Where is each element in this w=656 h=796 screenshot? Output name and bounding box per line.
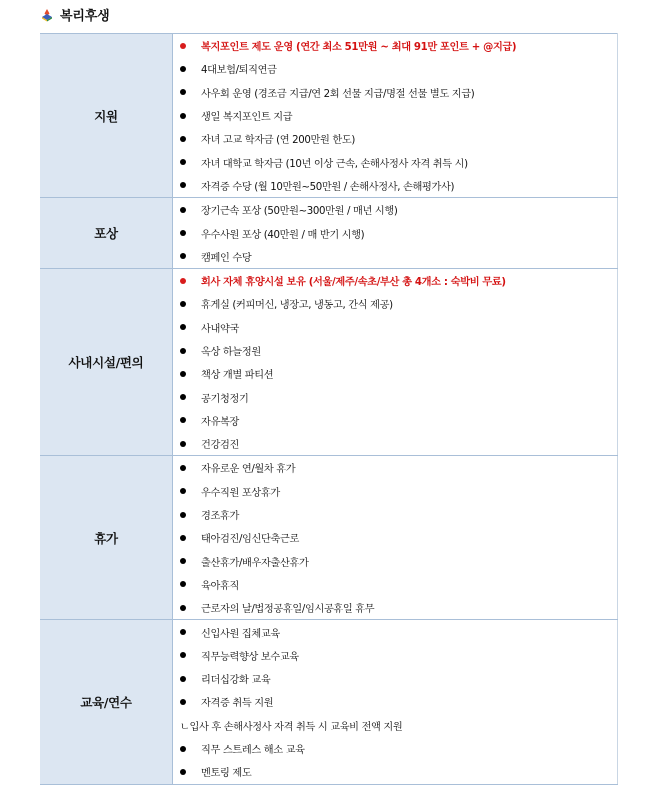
item-text: 리더십강화 교육 [201, 675, 271, 687]
list-item [173, 57, 617, 80]
list-item [173, 104, 617, 127]
bullet-icon [180, 136, 186, 142]
item-text: 회사 자체 휴양시설 보유 (서울/제주/속초/부산 총 4개소 : 숙박비 무료) [201, 277, 506, 289]
benefit-list [173, 269, 617, 455]
item-text: 태아검진/임신단축근로 [201, 534, 299, 546]
benefit-list-cell [173, 198, 618, 269]
item-text: 4대보험/퇴직연금 [201, 65, 277, 77]
bullet-icon [180, 301, 186, 307]
item-text: 옥상 하늘정원 [201, 347, 261, 358]
item-text: 생일 복지포인트 지급 [201, 112, 293, 124]
bullet-icon [180, 207, 186, 213]
bullet-icon [180, 113, 186, 119]
item-text: 자격증 취득 지원 [201, 698, 274, 710]
pin-icon [40, 7, 54, 21]
category-label: 교육/연수 [40, 620, 173, 784]
bullet-icon [180, 230, 186, 236]
item-text: 사우회 운영 (경조금 지급/연 2회 선물 지급/명절 선물 별도 지급) [201, 88, 475, 100]
item-text: 건강검진 [201, 440, 239, 452]
list-item [173, 269, 617, 292]
bullet-icon [180, 371, 186, 377]
section-header [40, 4, 109, 24]
bullet-icon [180, 441, 186, 447]
list-item [173, 198, 617, 221]
list-item [173, 81, 617, 104]
benefit-section [40, 456, 618, 620]
list-item [173, 174, 617, 197]
list-item [173, 550, 617, 573]
list-item [173, 127, 617, 150]
list-item [173, 644, 617, 667]
bullet-icon [180, 746, 186, 752]
list-item [173, 503, 617, 526]
item-text: 육아휴직 [201, 580, 239, 592]
bullet-icon [180, 89, 186, 95]
item-text: 우수사원 포상 (40만원 / 매 반기 시행) [201, 229, 365, 241]
list-item [173, 760, 617, 783]
benefit-list-cell [173, 34, 618, 198]
category-label: 휴가 [40, 456, 173, 620]
category-label: 사내시설/편의 [40, 268, 173, 455]
list-item [173, 456, 617, 479]
item-text: 장기근속 포상 (50만원~300만원 / 매년 시행) [201, 206, 398, 218]
list-item [173, 409, 617, 432]
category-label: 포상 [40, 198, 173, 269]
benefit-list [173, 198, 617, 268]
benefit-section [40, 620, 618, 784]
list-item [173, 480, 617, 503]
list-item [173, 316, 617, 339]
bullet-icon [180, 465, 186, 471]
list-item [173, 34, 617, 57]
category-label: 지원 [40, 34, 173, 198]
benefits-table [40, 33, 618, 785]
item-text: 근로자의 날/법정공휴일/임시공휴일 휴무 [201, 604, 375, 616]
list-item [173, 385, 617, 408]
item-text: 자격증 수당 (월 10만원~50만원 / 손해사정사, 손해평가사) [201, 181, 455, 193]
benefit-section [40, 268, 618, 455]
item-text: 직무능력향상 보수교육 [201, 651, 299, 663]
list-item [173, 620, 617, 643]
item-text: 출산휴가/배우자출산휴가 [201, 557, 309, 569]
item-text: 멘토링 제도 [201, 768, 252, 780]
benefit-section [40, 198, 618, 269]
bullet-icon [180, 66, 186, 72]
benefit-list [173, 620, 617, 783]
benefit-list-cell [173, 268, 618, 455]
list-item [173, 292, 617, 315]
list-item [173, 737, 617, 760]
list-item [173, 150, 617, 173]
bullet-icon [180, 348, 186, 354]
bullet-icon [180, 324, 186, 330]
bullet-icon [180, 159, 186, 165]
bullet-icon [180, 558, 186, 564]
item-text: 자유복장 [201, 416, 239, 428]
list-item [173, 245, 617, 268]
item-text: 자유로운 연/월차 휴가 [201, 464, 296, 476]
bullet-icon [180, 676, 186, 682]
list-item [173, 690, 617, 713]
bullet-icon [180, 253, 186, 259]
item-text: 직무 스트레스 해소 교육 [201, 745, 305, 757]
list-item [173, 596, 617, 619]
bullet-icon [180, 629, 186, 635]
item-text: 복지포인트 제도 운영 (연간 최소 51만원 ~ 최대 91만 포인트 + @지급) [201, 42, 517, 54]
list-item [173, 432, 617, 455]
item-text: 공기청정기 [201, 393, 249, 405]
bullet-icon [180, 512, 186, 518]
item-text: 자녀 고교 학자금 (연 200만원 한도) [201, 135, 355, 147]
item-text: 우수직원 포상휴가 [201, 487, 280, 499]
item-text: 자녀 대학교 학자금 (10년 이상 근속, 손해사정사 자격 취득 시) [201, 158, 468, 170]
item-text: 사내약국 [201, 323, 239, 335]
item-text: 경조휴가 [201, 511, 239, 523]
list-item [173, 573, 617, 596]
list-item [173, 526, 617, 549]
list-item [173, 339, 617, 362]
bullet-icon [180, 581, 186, 587]
bullet-icon [180, 417, 186, 423]
bullet-icon [180, 394, 186, 400]
bullet-icon [180, 605, 186, 611]
item-text: 책상 개별 파티션 [201, 370, 274, 382]
benefit-list-cell [173, 456, 618, 620]
bullet-icon [180, 535, 186, 541]
list-item [173, 714, 617, 737]
bullet-icon [180, 43, 186, 49]
page-title: 복리후생 [60, 8, 110, 24]
item-text: 휴게실 (커피머신, 냉장고, 냉동고, 간식 제공) [201, 300, 393, 312]
item-text: ㄴ입사 후 손해사정사 자격 취득 시 교육비 전액 지원 [180, 721, 403, 733]
item-text: 신입사원 집체교육 [201, 628, 280, 640]
benefit-list [173, 456, 617, 619]
bullet-icon [180, 182, 186, 188]
item-text: 캠페인 수당 [201, 252, 252, 264]
benefit-list [173, 34, 617, 197]
bullet-icon [180, 769, 186, 775]
bullet-icon [180, 699, 186, 705]
list-item [173, 362, 617, 385]
bullet-icon [180, 652, 186, 658]
bullet-icon [180, 488, 186, 494]
benefit-list-cell [173, 620, 618, 784]
bullet-icon [180, 278, 186, 284]
list-item [173, 667, 617, 690]
list-item [173, 221, 617, 244]
benefit-section [40, 34, 618, 198]
